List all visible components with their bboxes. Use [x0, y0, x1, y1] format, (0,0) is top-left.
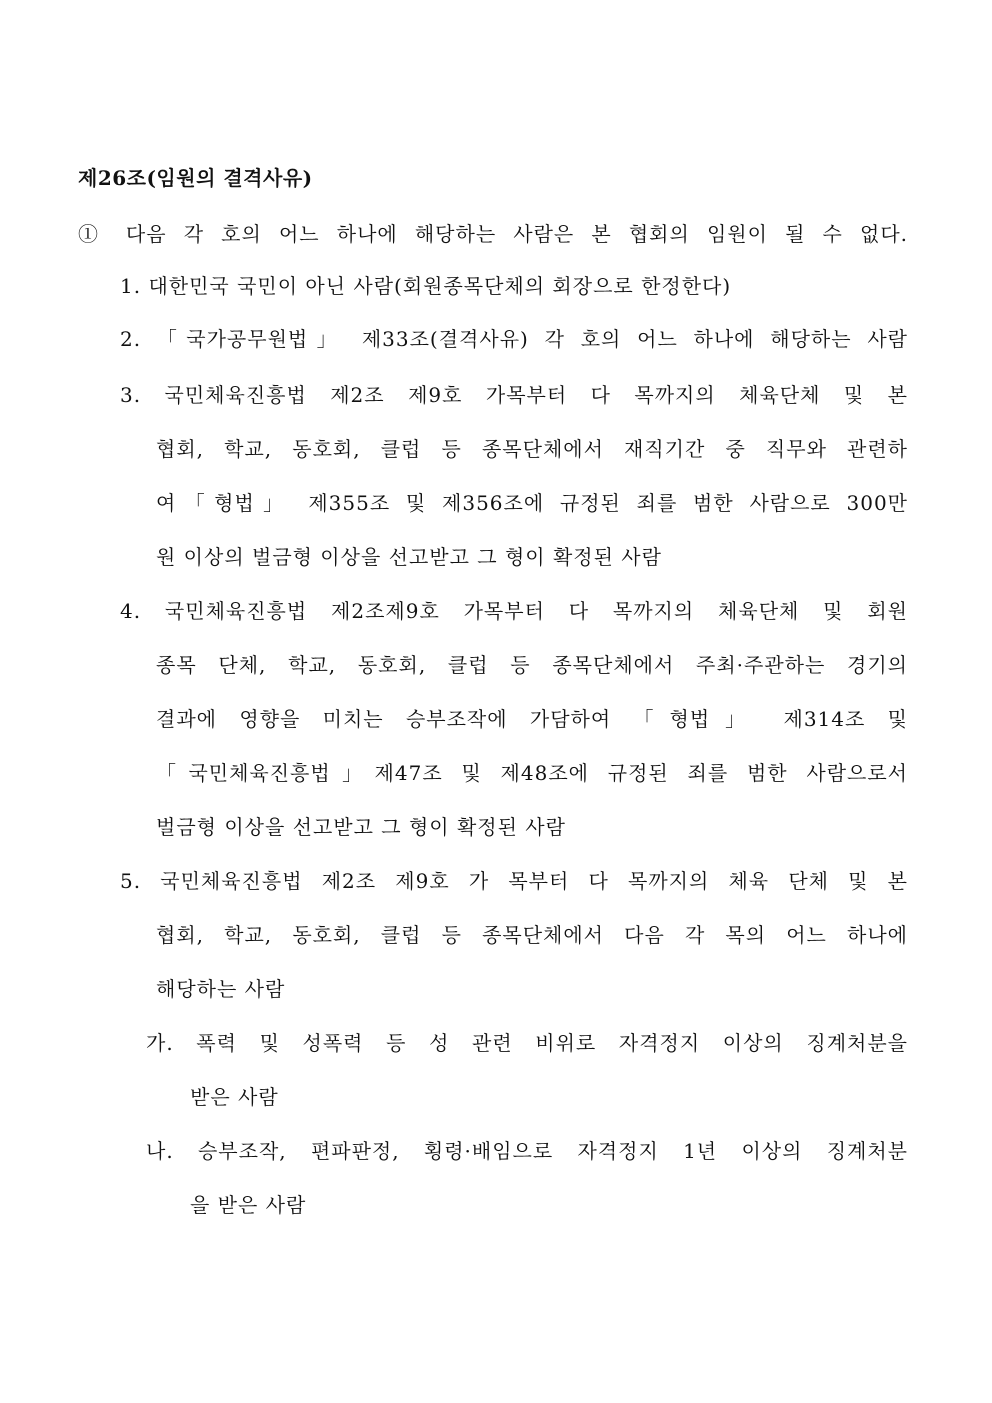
article-title: 제26조(임원의 결격사유)	[78, 166, 313, 190]
subitem-ga-line-1: 가. 폭력 및 성폭력 등 성 관련 비위로 자격정지 이상의 징계처분을	[146, 1031, 908, 1055]
item-4-line-1: 4. 국민체육진흥법 제2조제9호 가목부터 다 목까지의 체육단체 및 회원	[120, 599, 908, 623]
item-3-line-2: 협회, 학교, 동호회, 클럽 등 종목단체에서 재직기간 중 직무와 관련하	[156, 437, 908, 461]
item-3-line-3: 여「형법」 제355조 및 제356조에 규정된 죄를 범한 사람으로 300만	[156, 491, 908, 515]
item-3-line-1: 3. 국민체육진흥법 제2조 제9호 가목부터 다 목까지의 체육단체 및 본	[120, 383, 908, 407]
item-4-line-3: 결과에 영향을 미치는 승부조작에 가담하여 「형법」 제314조 및	[156, 707, 908, 731]
item-4-line-5: 벌금형 이상을 선고받고 그 형이 확정된 사람	[156, 815, 566, 839]
item-5-line-1: 5. 국민체육진흥법 제2조 제9호 가 목부터 다 목까지의 체육 단체 및 본	[120, 869, 908, 893]
paragraph-lead: ① 다음 각 호의 어느 하나에 해당하는 사람은 본 협회의 임원이 될 수 없다.	[78, 222, 908, 246]
item-2-line-1: 2. 「국가공무원법」 제33조(결격사유) 각 호의 어느 하나에 해당하는 사람	[120, 327, 908, 351]
subitem-ga-line-2: 받은 사람	[190, 1085, 279, 1109]
item-5-line-2: 협회, 학교, 동호회, 클럽 등 종목단체에서 다음 각 목의 어느 하나에	[156, 923, 908, 947]
item-5-line-3: 해당하는 사람	[156, 977, 286, 1001]
item-4-line-2: 종목 단체, 학교, 동호회, 클럽 등 종목단체에서 주최·주관하는 경기의	[156, 653, 908, 677]
item-4-line-4: 「국민체육진흥법」제47조 및 제48조에 규정된 죄를 범한 사람으로서	[156, 761, 908, 785]
item-1-line-1: 1. 대한민국 국민이 아닌 사람(회원종목단체의 회장으로 한정한다)	[120, 274, 732, 298]
subitem-na-line-2: 을 받은 사람	[190, 1193, 307, 1217]
item-3-line-4: 원 이상의 벌금형 이상을 선고받고 그 형이 확정된 사람	[156, 545, 662, 569]
subitem-na-line-1: 나. 승부조작, 편파판정, 횡령·배임으로 자격정지 1년 이상의 징계처분	[146, 1139, 908, 1163]
